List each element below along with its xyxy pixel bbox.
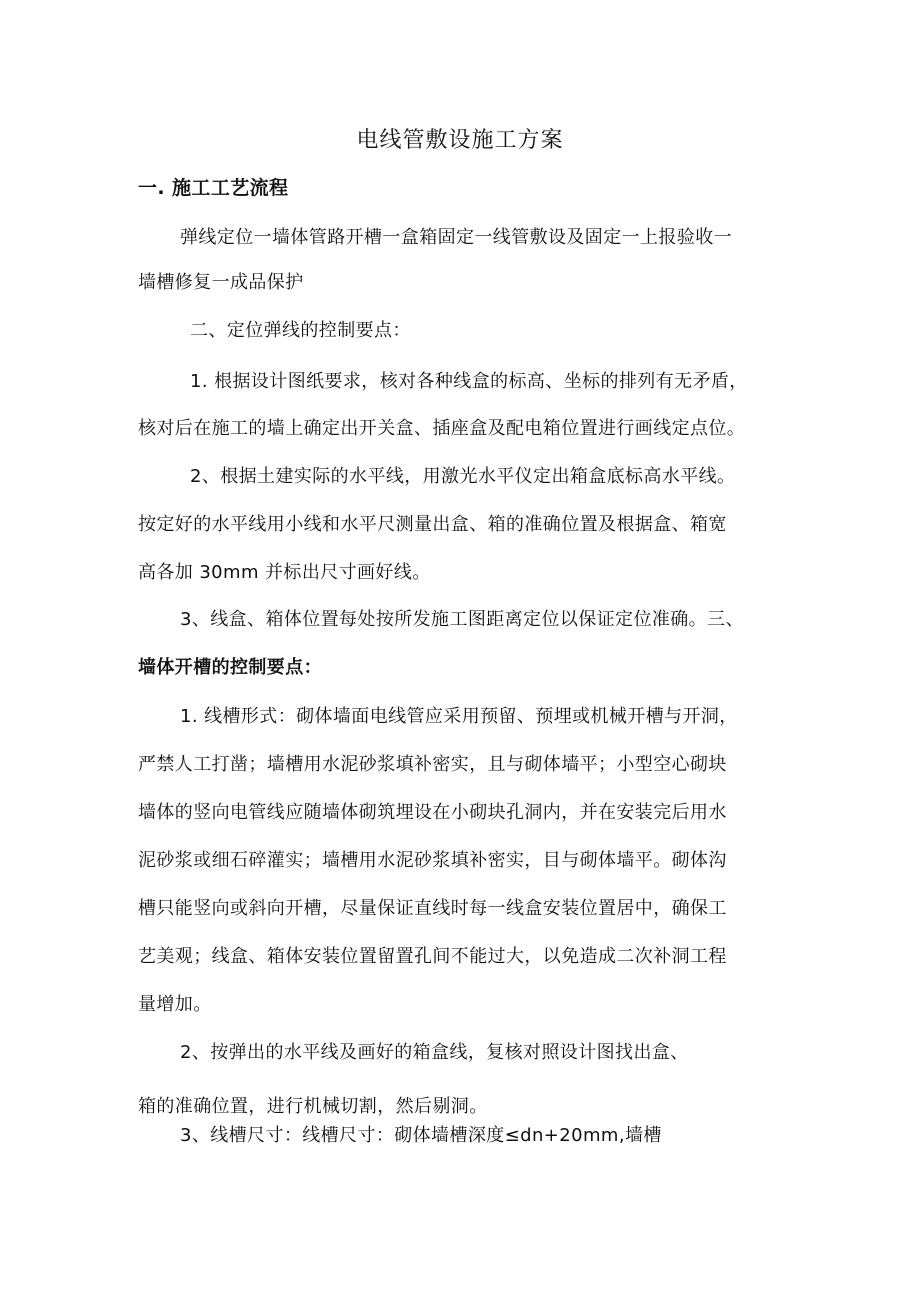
section1-heading: 一. 施工工艺流程 — [138, 177, 289, 199]
section3-item1-line-2: 严禁人工打凿；墙槽用水泥砂浆填补密实，且与砌体墙平；小型空心砌块 — [138, 754, 727, 775]
section2-item2-line-1: 2、根据土建实际的水平线，用激光水平仪定出箱盒底标高水平线。 — [190, 466, 736, 487]
section3-item1-line-7: 量增加。 — [138, 994, 212, 1015]
section3-heading: 墙体开槽的控制要点： — [138, 657, 322, 678]
section3-item1-line-6: 艺美观；线盒、箱体安装位置留置孔间不能过大，以免造成二次补洞工程 — [138, 946, 727, 967]
section3-item2-line-1: 2、按弹出的水平线及画好的箱盒线，复核对照设计图找出盒、 — [180, 1042, 689, 1063]
section2-item2-line-2: 按定好的水平线用小线和水平尺测量出盒、箱的准确位置及根据盒、箱宽 — [138, 514, 727, 535]
process-flow-line-2: 墙槽修复一成品保护 — [138, 272, 304, 293]
section2-heading: 二、定位弹线的控制要点： — [190, 320, 411, 341]
process-flow-line-1: 弹线定位一墙体管路开槽一盒箱固定一线管敷设及固定一上报验收一 — [180, 227, 732, 248]
section3-item1-line-1: 1. 线槽形式：砌体墙面电线管应采用预留、预埋或机械开槽与开洞， — [180, 706, 738, 727]
section2-item1-line-1: 1. 根据设计图纸要求，核对各种线盒的标高、坐标的排列有无矛盾， — [190, 371, 748, 392]
section3-item3: 3、线槽尺寸：线槽尺寸：砌体墙槽深度≤dn+20mm,墙槽 — [180, 1125, 662, 1146]
section3-item2-line-2: 箱的准确位置，进行机械切割，然后剔洞。 — [138, 1096, 488, 1117]
document-title: 电线管敷设施工方案 — [356, 128, 564, 153]
section3-item1-line-4: 泥砂浆或细石碎灌实；墙槽用水泥砂浆填补密实，目与砌体墙平。砌体沟 — [138, 850, 727, 871]
section2-item3: 3、线盒、箱体位置每处按所发施工图距离定位以保证定位准确。三、 — [180, 609, 744, 630]
section3-item1-line-3: 墙体的竖向电管线应随墙体砌筑埋设在小砌块孔洞内，并在安装完后用水 — [138, 802, 727, 823]
section3-item1-line-5: 槽只能竖向或斜向开槽，尽量保证直线时每一线盒安装位置居中，确保工 — [138, 898, 727, 919]
section2-item2-line-3: 高各加 30mm 并标出尺寸画好线。 — [138, 562, 431, 583]
section2-item1-line-2: 核对后在施工的墙上确定出开关盒、插座盒及配电箱位置进行画线定点位。 — [138, 418, 746, 439]
